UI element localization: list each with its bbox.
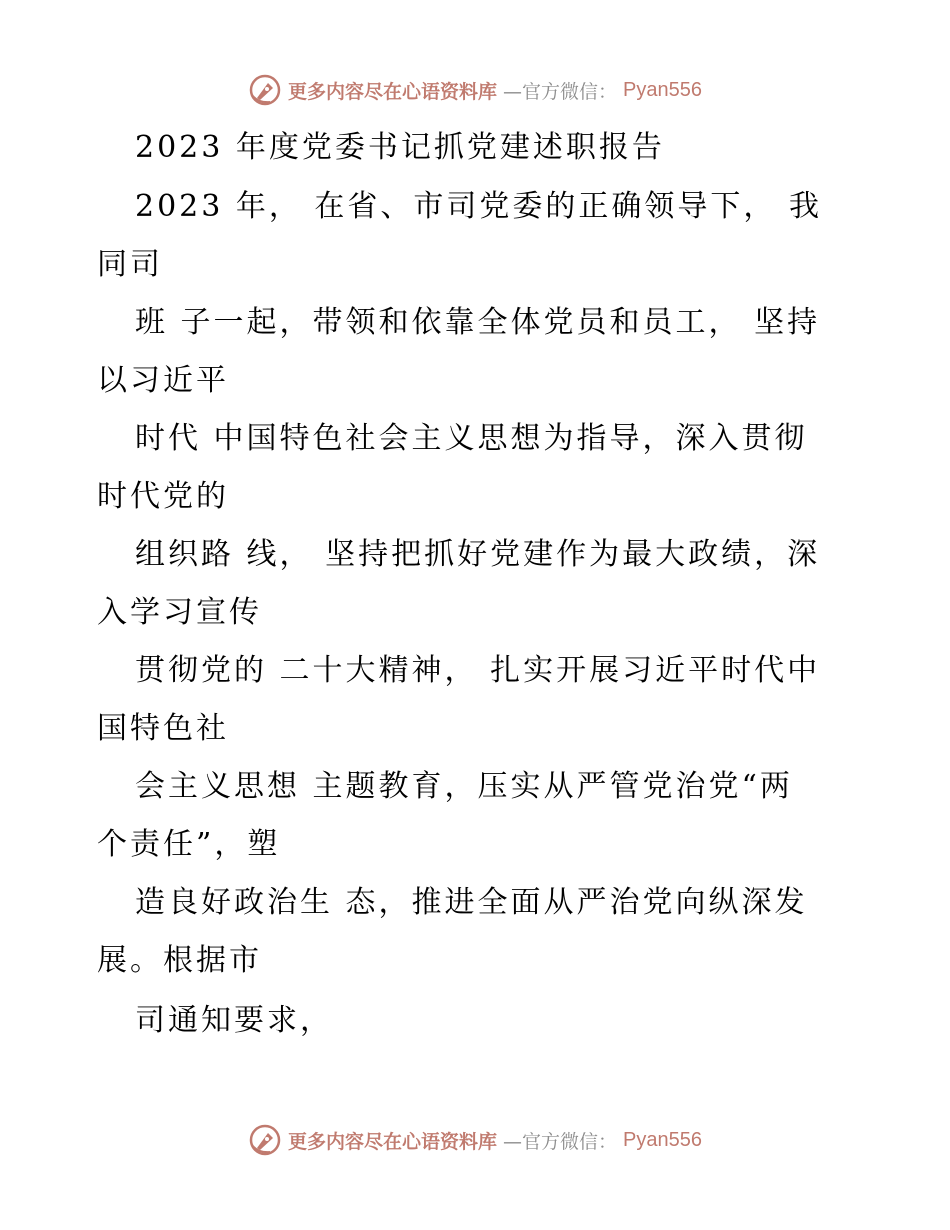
banner-text: 更多内容尽在心语资料库 [288,1130,498,1153]
body-line: 时代 中国特色社会主义思想为指导，深入贯彻 [135,421,808,456]
body-line: 2023 年， 在省、市司党委的正确领导下， 我 [135,189,822,224]
banner-account: Pyan556 [623,1128,702,1151]
footer-watermark-banner [0,1120,950,1160]
body-line: 入学习宣传 [97,595,262,630]
body-line: 时代党的 [97,479,229,514]
body-line: 组织路 线， 坚持把抓好党建作为最大政绩，深 [135,537,821,572]
banner-account: Pyan556 [623,78,702,101]
body-line: 同司 [97,247,163,282]
body-line: 以习近平 [97,363,229,398]
body-line: 造良好政治生 态，推进全面从严治党向纵深发 [135,885,808,920]
body-line: 贯彻党的 二十大精神， 扎实开展习近平时代中 [135,653,821,688]
banner-separator: —官方微信： [503,80,618,103]
body-line: 展。根据市 [97,943,262,978]
pen-nib-circle-icon [248,1123,282,1157]
body-line: 国特色社 [97,711,229,746]
body-line: 会主义思想 主题教育，压实从严管党治党“两 [135,769,793,804]
banner-text: 更多内容尽在心语资料库 [288,80,498,103]
banner-separator: —官方微信： [503,1130,618,1153]
body-line: 个责任”，塑 [97,827,281,862]
body-line: 班 子一起，带领和依靠全体党员和员工， 坚持 [135,305,821,340]
document-title: 2023 年度党委书记抓党建述职报告 [135,130,665,165]
body-line: 司通知要求， [135,1003,333,1038]
